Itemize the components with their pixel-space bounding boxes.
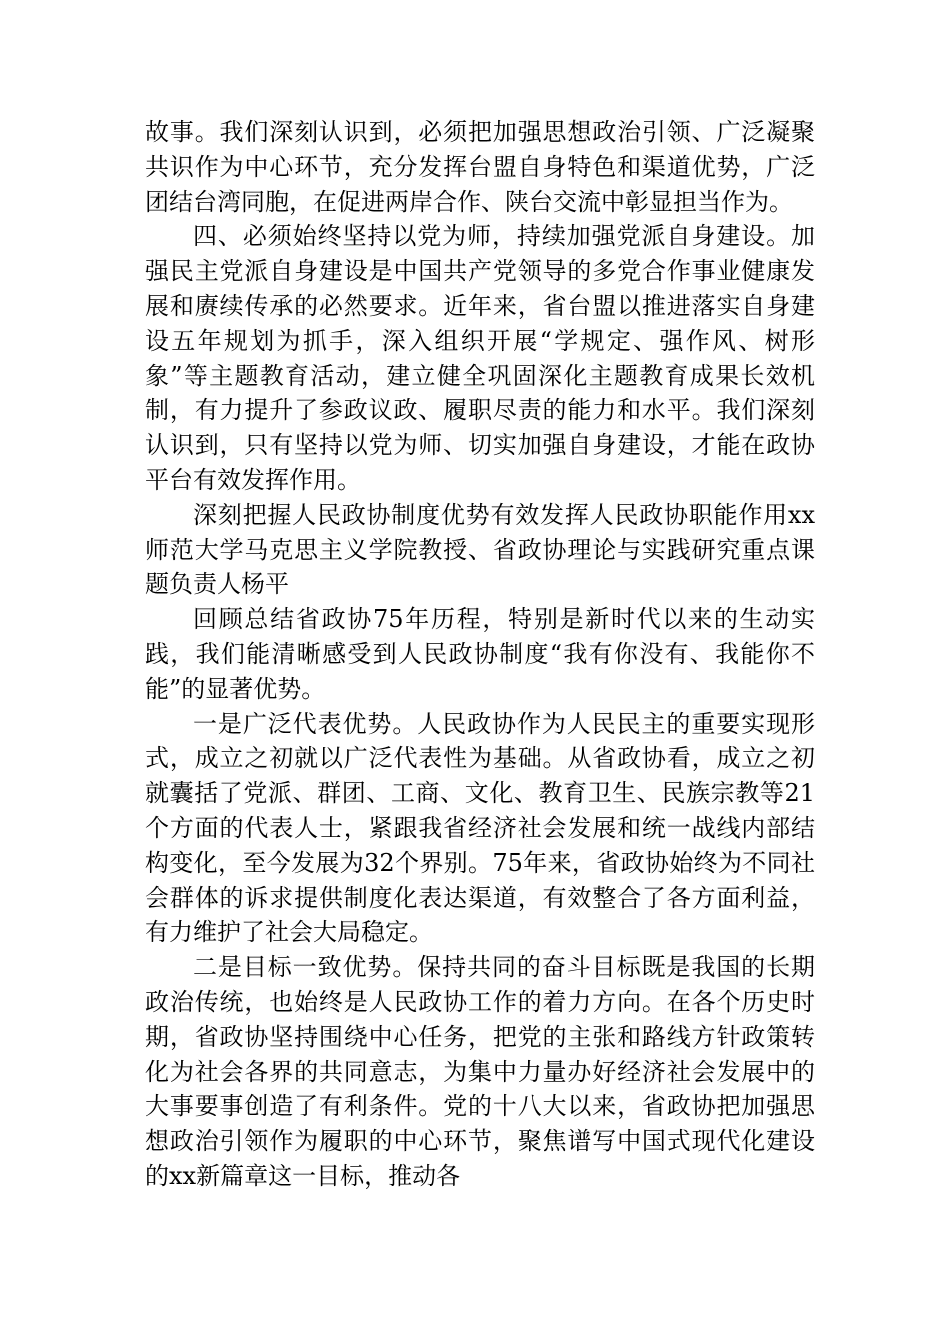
paragraph-1: 故事。我们深刻认识到，必须把加强思想政治引领、广泛凝聚共识作为中心环节，充分发挥台盟自身特色和渠道优势，广泛团结台湾同胞，在促进两岸合作、陕台交流中彰显担当作为。 <box>145 118 815 216</box>
paragraph-3-article-title: 深刻把握人民政协制度优势有效发挥人民政协职能作用xx师范大学马克思主义学院教授、省政协理论与实践研究重点课题负责人杨平 <box>145 500 815 599</box>
document-body <box>145 115 815 1194</box>
paragraph-2: 四、必须始终坚持以党为师，持续加强党派自身建设。加强民主党派自身建设是中国共产党领导的多党合作事业健康发展和赓续传承的必然要求。近年来，省台盟以推进落实自身建设五年规划为抓手，深入组织开展“学规定、强作风、树形象”等主题教育活动，建立健全巩固深化主题教育成果长效机制，有力提升了参政议政、履职尽责的能力和水平。我们深刻认识到，只有坚持以党为师、切实加强自身建设，才能在政协平台有效发挥作用。 <box>145 222 815 494</box>
paragraph-6: 二是目标一致优势。保持共同的奋斗目标既是我国的长期政治传统，也始终是人民政协工作的着力方向。在各个历史时期，省政协坚持围绕中心任务，把党的主张和路线方针政策转化为社会各界的共同意志，为集中力量办好经济社会发展中的大事要事创造了有利条件。党的十八大以来，省政协把加强思想政治引领作为履职的中心环节，聚焦谱写中国式现代化建设的xx新篇章这一目标，推动各 <box>145 953 815 1190</box>
paragraph-5: 一是广泛代表优势。人民政协作为人民民主的重要实现形式，成立之初就以广泛代表性为基础。从省政协看，成立之初就囊括了党派、群团、工商、文化、教育卫生、民族宗教等21个方面的代表人士，紧跟我省经济社会发展和统一战线内部结构变化，至今发展为32个界别。75年来，省政协始终为不同社会群体的诉求提供制度化表达渠道，有效整合了各方面利益，有力维护了社会大局稳定。 <box>145 709 815 947</box>
paragraph-4: 回顾总结省政协75年历程，特别是新时代以来的生动实践，我们能清晰感受到人民政协制度“我有你没有、我能你不能”的显著优势。 <box>145 605 815 703</box>
